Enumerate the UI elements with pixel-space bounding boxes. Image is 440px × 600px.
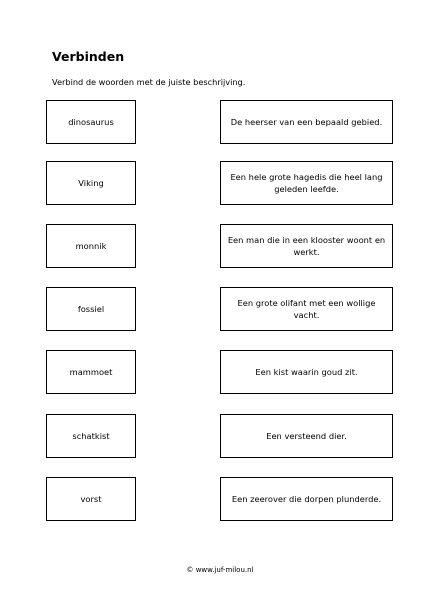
word-label: Viking xyxy=(78,177,104,188)
word-box-schatkist xyxy=(46,414,136,458)
word-label: mammoet xyxy=(69,366,113,377)
word-label: fossiel xyxy=(77,303,105,314)
description-label: Een kist waarin goud zit. xyxy=(255,366,358,377)
word-box-mammoet xyxy=(46,350,136,394)
description-box-6 xyxy=(220,414,393,458)
worksheet-title: Verbinden xyxy=(52,49,125,64)
description-label: Een hele grote hagedis die heel lang geleden leefde. xyxy=(230,171,383,194)
description-label: Een zeerover die dorpen plunderde. xyxy=(231,493,382,504)
word-box-monnik xyxy=(46,224,136,268)
footer-copyright: © www.juf-milou.nl xyxy=(186,566,254,574)
description-box-2 xyxy=(220,161,393,205)
description-box-3 xyxy=(220,224,393,268)
description-box-5 xyxy=(220,350,393,394)
word-label: monnik xyxy=(75,240,107,251)
word-box-viking xyxy=(46,161,136,205)
word-box-fossiel xyxy=(46,287,136,331)
description-label: De heerser van een bepaald gebied. xyxy=(230,116,383,127)
description-box-1 xyxy=(220,100,393,144)
word-label: dinosaurus xyxy=(68,116,114,127)
word-label: schatkist xyxy=(72,430,110,441)
description-box-4 xyxy=(220,287,393,331)
description-label: Een grote olifant met een wollige vacht. xyxy=(237,297,376,320)
description-label: Een man die in een klooster woont en werkt. xyxy=(227,234,386,257)
word-box-vorst xyxy=(46,477,136,521)
worksheet-instruction: Verbind de woorden met de juiste beschrijving. xyxy=(52,77,246,87)
word-label: vorst xyxy=(80,493,102,504)
description-label: Een versteend dier. xyxy=(266,430,347,441)
word-box-dinosaurus xyxy=(46,100,136,144)
description-box-7 xyxy=(220,477,393,521)
